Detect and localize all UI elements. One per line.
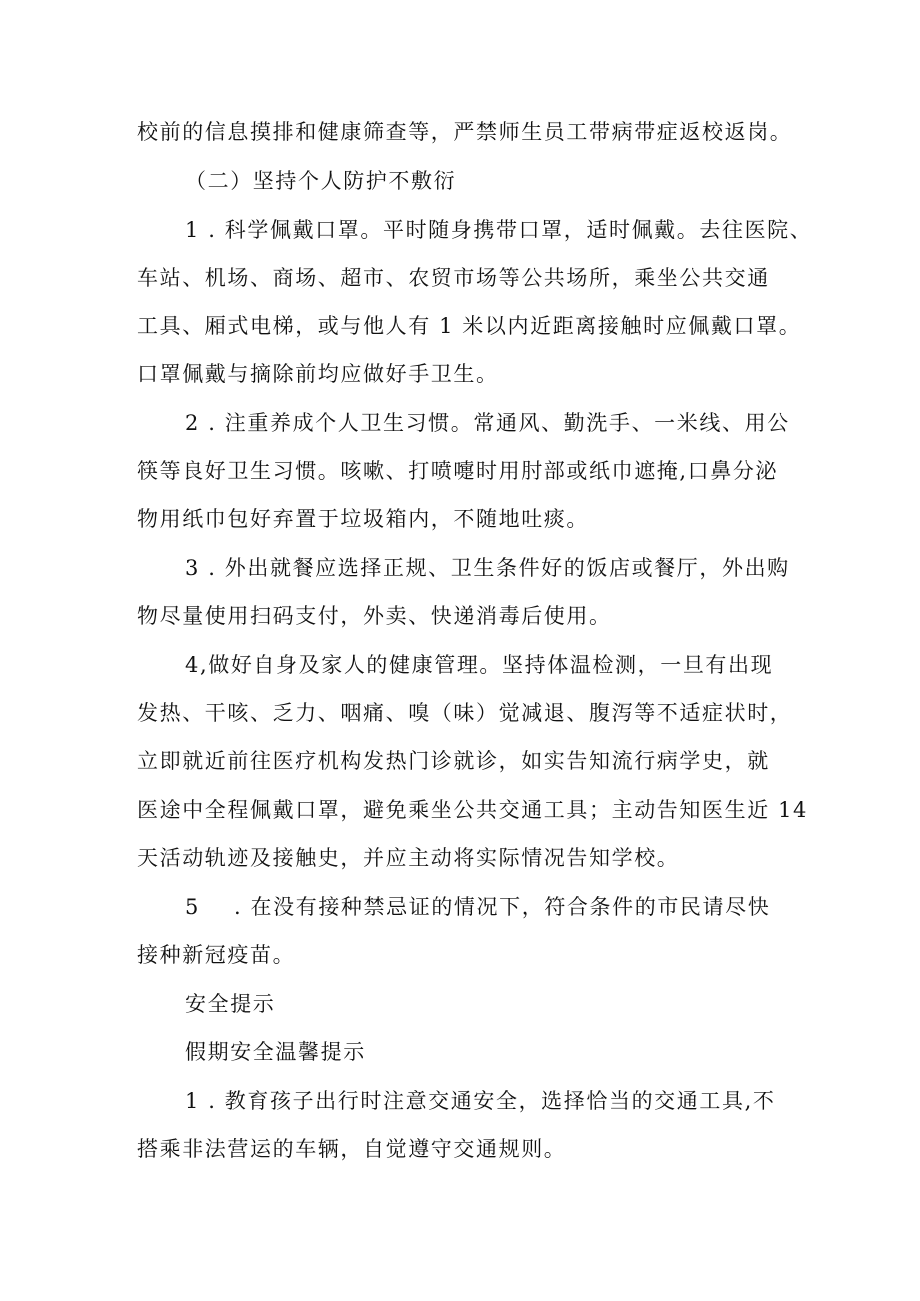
item-number-5: 5	[185, 895, 200, 919]
section-heading-personal-protection: （二）坚持个人防护不敷衍	[185, 169, 457, 193]
heading-safety-tips: 安全提示	[185, 992, 276, 1016]
text-line-16: 天活动轨迹及接触史，并应主动将实际情况告知学校。	[137, 846, 680, 870]
text-line-11: 物尽量使用扫码支付，外卖、快递消毒后使用。	[137, 604, 612, 628]
text-line-5: 工具、厢式电梯，或与他人有 1 米以内近距离接触时应佩戴口罩。	[137, 314, 802, 338]
text-line-13: 发热、干咳、乏力、咽痛、嗅（味）觉减退、腹泻等不适症状时，	[137, 701, 793, 725]
text-line-3: 1 . 科学佩戴口罩。平时随身携带口罩，适时佩戴。去往医院、	[185, 218, 813, 242]
text-line-12: 4,做好自身及家人的健康管理。坚持体温检测，一旦有出现	[185, 653, 774, 677]
item-5-text: . 在没有接种禁忌证的情况下，符合条件的市民请尽快	[233, 895, 771, 919]
text-line-7: 2 . 注重养成个人卫生习惯。常通风、勤洗手、一米线、用公	[185, 411, 790, 435]
text-line-6: 口罩佩戴与摘除前均应做好手卫生。	[137, 362, 499, 386]
text-line-18: 接种新冠疫苗。	[137, 943, 296, 967]
text-line-15: 医途中全程佩戴口罩，避免乘坐公共交通工具；主动告知医生近 14	[137, 798, 808, 822]
text-line-21: 1 . 教育孩子出行时注意交通安全，选择恰当的交通工具,不	[185, 1089, 776, 1113]
text-line-4: 车站、机场、商场、超市、农贸市场等公共场所，乘坐公共交通	[137, 266, 770, 290]
text-line-9: 物用纸巾包好弃置于垃圾箱内，不随地吐痰。	[137, 507, 589, 531]
text-line-17	[185, 892, 770, 922]
text-line-22: 搭乘非法营运的车辆，自觉遵守交通规则。	[137, 1137, 567, 1161]
text-line-14: 立即就近前往医疗机构发热门诊就诊，如实告知流行病学史，就	[137, 749, 770, 773]
text-line-8: 筷等良好卫生习惯。咳嗽、打喷嚏时用肘部或纸巾遮掩,口鼻分泌	[137, 459, 779, 483]
text-line-10: 3 . 外出就餐应选择正规、卫生条件好的饭店或餐厅，外出购	[185, 556, 790, 580]
heading-holiday-safety-tips: 假期安全温馨提示	[185, 1040, 366, 1064]
text-line-1: 校前的信息摸排和健康筛查等，严禁师生员工带病带症返校返岗。	[137, 120, 793, 144]
